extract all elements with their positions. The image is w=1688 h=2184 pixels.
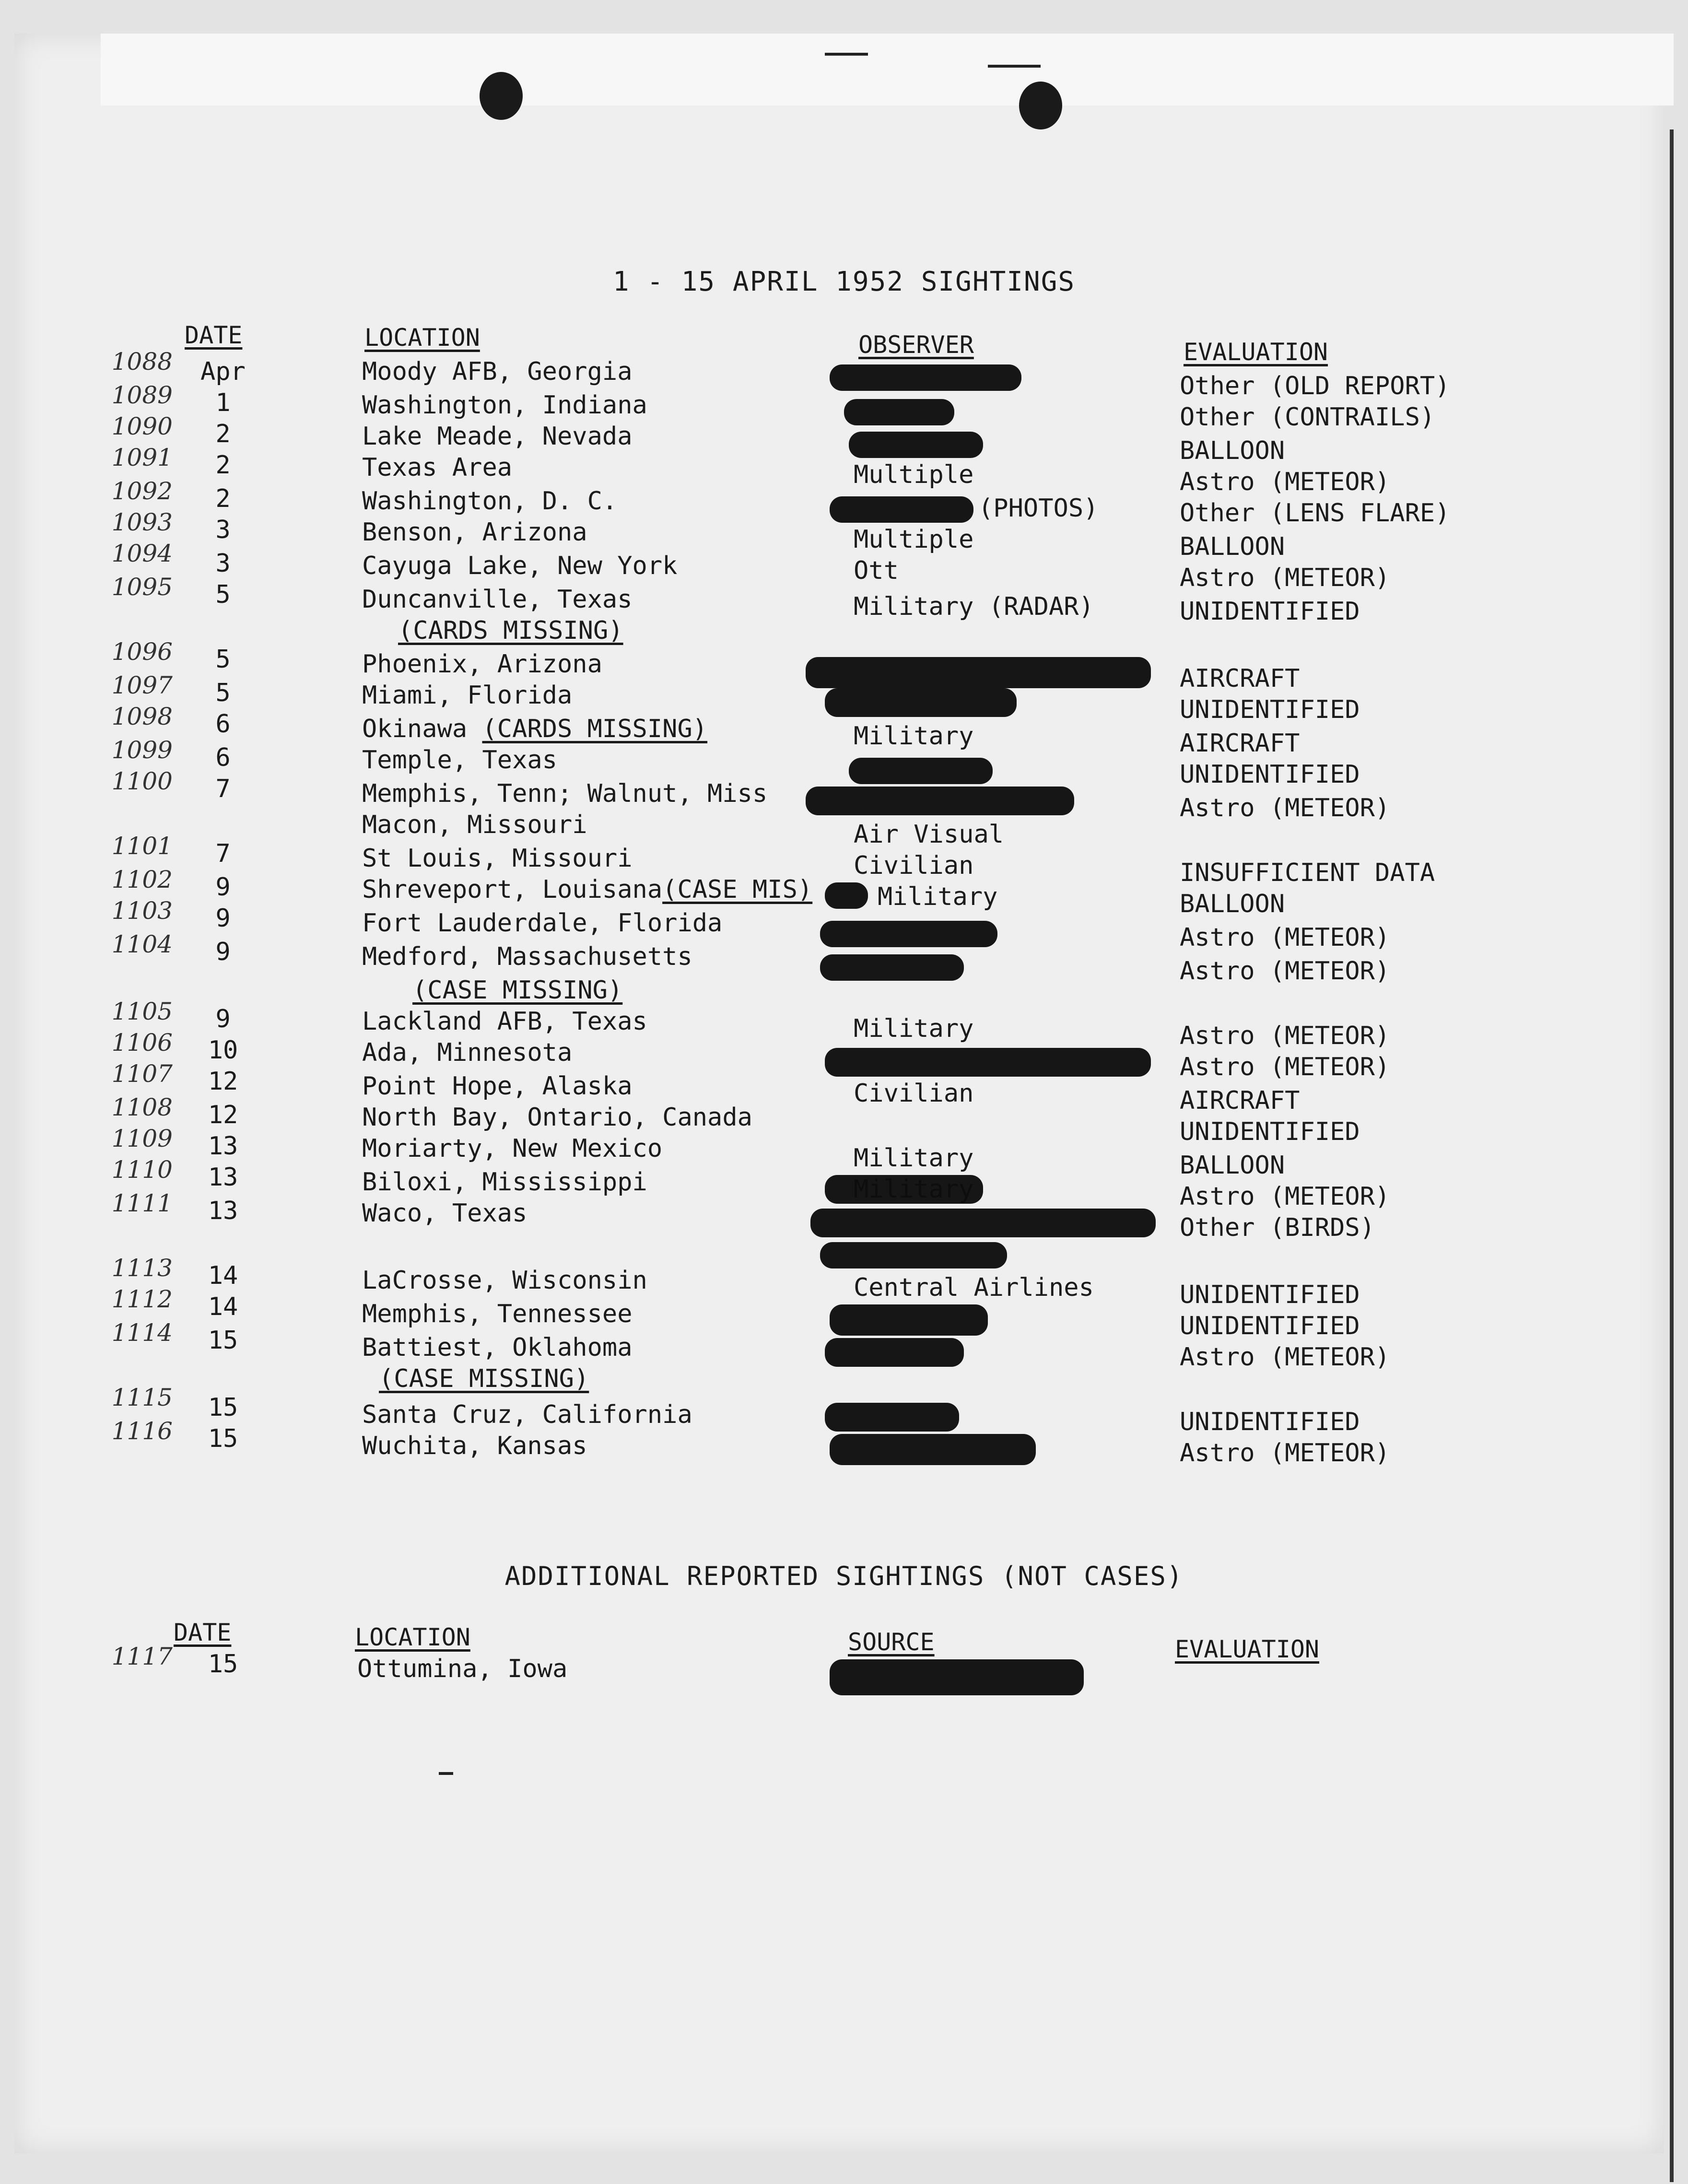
date-cell: Apr [200, 357, 246, 386]
additional-header-evaluation: EVALUATION [1175, 1635, 1320, 1663]
redaction-bar [820, 1242, 1007, 1268]
case-number: 1096 [111, 638, 173, 666]
case-number: 1117 [111, 1643, 173, 1670]
observer-cell: Multiple [854, 525, 974, 554]
case-number: 1098 [111, 703, 173, 730]
evaluation-cell: UNIDENTIFIED [1180, 1280, 1360, 1309]
case-missing-note: (CASE MISSING) [412, 976, 623, 1005]
evaluation-cell: Astro (METEOR) [1180, 468, 1390, 496]
location-cell: Ada, Minnesota [362, 1038, 573, 1067]
additional-header-date: DATE [174, 1619, 232, 1646]
date-cell: 15 [208, 1326, 238, 1355]
location-cell: Temple, Texas [362, 746, 557, 775]
location-cell: LaCrosse, Wisconsin [362, 1266, 647, 1295]
observer-cell: (PHOTOS) [978, 494, 1099, 523]
location-cell [362, 715, 707, 743]
case-number: 1110 [111, 1156, 173, 1184]
evaluation-cell: BALLOON [1180, 436, 1285, 465]
case-number: 1103 [111, 897, 173, 925]
cards-missing-note: (CARDS MISSING) [398, 616, 623, 645]
observer-cell: Military [854, 1144, 974, 1173]
location-cell: Cayuga Lake, New York [362, 552, 678, 580]
date-cell: 2 [215, 484, 231, 513]
case-number: 1101 [111, 832, 173, 860]
date-cell: 9 [215, 938, 231, 966]
location-cell: Washington, D. C. [362, 487, 618, 516]
date-cell: 13 [208, 1132, 238, 1161]
location-cell: Wuchita, Kansas [362, 1432, 587, 1460]
location-cell: Biloxi, Mississippi [362, 1168, 647, 1197]
date-cell: 7 [215, 775, 231, 803]
case-number: 1093 [111, 508, 173, 536]
case-number: 1092 [111, 477, 173, 505]
location-cell: Washington, Indiana [362, 391, 647, 420]
observer-cell: Military [854, 722, 974, 751]
additional-header-location: LOCATION [355, 1623, 470, 1651]
date-cell: 10 [208, 1036, 238, 1065]
location-cell: Memphis, Tennessee [362, 1300, 633, 1328]
evaluation-cell: AIRCRAFT [1180, 729, 1300, 758]
redaction-bar [825, 1175, 983, 1204]
evaluation-cell: BALLOON [1180, 532, 1285, 561]
redaction-bar [849, 432, 983, 458]
case-number: 1115 [111, 1384, 173, 1411]
evaluation-cell: UNIDENTIFIED [1180, 760, 1360, 789]
additional-section-title: ADDITIONAL REPORTED SIGHTINGS (NOT CASES) [504, 1561, 1184, 1591]
observer-cell: Civilian [854, 851, 974, 880]
location-cell: Lackland AFB, Texas [362, 1007, 647, 1036]
case-number: 1102 [111, 866, 173, 893]
evaluation-cell: Astro (METEOR) [1180, 957, 1390, 986]
redaction-bar [825, 1403, 959, 1432]
evaluation-cell: Other (OLD REPORT) [1180, 372, 1450, 400]
case-number: 1095 [111, 573, 173, 601]
date-cell: 15 [208, 1424, 238, 1453]
observer-cell: Military [878, 882, 998, 911]
evaluation-cell: UNIDENTIFIED [1180, 695, 1360, 724]
evaluation-cell: Astro (METEOR) [1180, 1182, 1390, 1211]
date-cell: 6 [215, 743, 231, 772]
date-cell: 3 [215, 516, 231, 544]
case-number: 1090 [111, 412, 173, 440]
evaluation-cell: UNIDENTIFIED [1180, 1408, 1360, 1436]
punch-hole [480, 72, 523, 120]
redaction-bar [806, 787, 1074, 815]
date-cell: 12 [208, 1067, 238, 1096]
punch-hole [1019, 82, 1062, 129]
location-text: Okinawa [362, 715, 468, 743]
redaction-bar [830, 364, 1021, 391]
date-cell: 7 [215, 839, 231, 868]
evaluation-cell: Astro (METEOR) [1180, 923, 1390, 952]
evaluation-cell: Astro (METEOR) [1180, 1439, 1390, 1468]
document-page [14, 34, 1664, 2153]
location-cell: Memphis, Tenn; Walnut, Miss [362, 779, 768, 808]
case-number: 1099 [111, 736, 173, 764]
okinawa-cards-note: (CARDS MISSING) [482, 715, 708, 743]
header-location: LOCATION [364, 324, 480, 352]
redaction-bar [825, 688, 1017, 717]
date-cell: 9 [215, 873, 231, 902]
evaluation-cell: BALLOON [1180, 890, 1285, 918]
date-cell: 2 [215, 420, 231, 448]
date-cell: 5 [215, 580, 231, 609]
case-number: 1094 [111, 540, 173, 567]
evaluation-cell: Other (BIRDS) [1180, 1213, 1375, 1242]
date-cell: 13 [208, 1163, 238, 1192]
case-number: 1106 [111, 1029, 173, 1057]
redaction-bar [825, 1048, 1151, 1077]
case-number: 1108 [111, 1093, 173, 1121]
page-title: 1 - 15 APRIL 1952 SIGHTINGS [612, 266, 1076, 297]
location-cell: St Louis, Missouri [362, 844, 633, 873]
case-number: 1114 [111, 1319, 173, 1347]
redaction-bar [810, 1209, 1156, 1237]
case-number: 1109 [111, 1125, 173, 1152]
observer-cell: Military [854, 1014, 974, 1043]
location-cell: Ottumina, Iowa [357, 1655, 568, 1683]
location-cell: Benson, Arizona [362, 518, 587, 547]
date-cell: 9 [215, 904, 231, 933]
case-mis-note: (CASE MIS) [662, 875, 813, 904]
case-number: 1100 [111, 767, 173, 795]
redaction-bar [825, 1338, 964, 1367]
evaluation-cell: INSUFFICIENT DATA [1180, 858, 1435, 887]
location-text: Shreveport, Louisana [362, 875, 663, 904]
date-cell: 14 [208, 1261, 238, 1290]
evaluation-cell: AIRCRAFT [1180, 664, 1300, 693]
redaction-bar [849, 758, 993, 784]
case-number: 1112 [111, 1285, 173, 1313]
location-cell: Texas Area [362, 453, 513, 482]
location-cell: Duncanville, Texas [362, 585, 633, 614]
location-cell: Medford, Massachusetts [362, 942, 692, 971]
location-cell: Point Hope, Alaska [362, 1072, 633, 1101]
date-cell: 5 [215, 679, 231, 707]
date-cell: 15 [208, 1393, 238, 1422]
case-number: 1097 [111, 671, 173, 699]
evaluation-cell: UNIDENTIFIED [1180, 1117, 1360, 1146]
redaction-bar [830, 1304, 988, 1336]
evaluation-cell: Other (CONTRAILS) [1180, 403, 1435, 432]
speck [988, 65, 1041, 68]
location-cell [362, 875, 812, 904]
location-cell: Moody AFB, Georgia [362, 357, 633, 386]
location-cell: Phoenix, Arizona [362, 650, 602, 679]
case-number: 1104 [111, 930, 173, 958]
date-cell: 12 [208, 1101, 238, 1129]
redaction-bar [830, 1659, 1084, 1695]
evaluation-cell: Other (LENS FLARE) [1180, 499, 1450, 528]
evaluation-cell: Astro (METEOR) [1180, 1053, 1390, 1081]
observer-cell: Central Airlines [854, 1273, 1094, 1302]
header-evaluation: EVALUATION [1184, 338, 1328, 366]
top-strip [101, 34, 1674, 106]
speck [439, 1772, 453, 1775]
evaluation-cell: AIRCRAFT [1180, 1086, 1300, 1115]
redaction-bar [820, 954, 964, 981]
page-edge [1670, 129, 1674, 2182]
date-cell: 2 [215, 451, 231, 480]
redaction-bar [830, 1434, 1036, 1465]
header-observer: OBSERVER [858, 331, 974, 359]
date-cell: 1 [215, 388, 231, 417]
location-cell: Battiest, Oklahoma [362, 1333, 633, 1362]
evaluation-cell: Astro (METEOR) [1180, 794, 1390, 822]
header-date: DATE [185, 321, 243, 349]
location-cell: Moriarty, New Mexico [362, 1134, 663, 1163]
observer-cell: Air Visual [854, 820, 1004, 849]
date-cell: 5 [215, 645, 231, 674]
date-cell: 14 [208, 1292, 238, 1321]
evaluation-cell: UNIDENTIFIED [1180, 597, 1360, 626]
case-missing-note: (CASE MISSING) [379, 1364, 589, 1393]
observer-cell: Military (RADAR) [854, 592, 1094, 621]
case-number: 1107 [111, 1060, 173, 1088]
additional-header-source: SOURCE [848, 1628, 935, 1656]
evaluation-cell: Astro (METEOR) [1180, 1022, 1390, 1050]
evaluation-cell: Astro (METEOR) [1180, 1343, 1390, 1372]
observer-cell: Ott [854, 556, 899, 585]
case-number: 1091 [111, 444, 173, 471]
date-cell: 13 [208, 1197, 238, 1225]
redaction-bar [830, 496, 973, 523]
date-cell: 6 [215, 710, 231, 739]
speck [825, 53, 868, 56]
location-cell: Macon, Missouri [362, 810, 587, 839]
case-number: 1088 [111, 348, 173, 376]
observer-cell: Multiple [854, 460, 974, 489]
location-cell: Santa Cruz, California [362, 1400, 692, 1429]
evaluation-cell: Astro (METEOR) [1180, 564, 1390, 592]
redaction-bar [820, 921, 997, 947]
case-number: 1113 [111, 1254, 173, 1282]
date-cell: 3 [215, 549, 231, 578]
date-cell: 9 [215, 1005, 231, 1033]
redaction-bar [806, 657, 1151, 688]
location-cell: North Bay, Ontario, Canada [362, 1103, 752, 1132]
location-cell: Lake Meade, Nevada [362, 422, 633, 451]
evaluation-cell: UNIDENTIFIED [1180, 1312, 1360, 1340]
redaction-bar [844, 399, 954, 425]
case-number: 1089 [111, 381, 173, 409]
location-cell: Fort Lauderdale, Florida [362, 909, 723, 938]
case-number: 1116 [111, 1417, 173, 1445]
location-cell: Miami, Florida [362, 681, 573, 710]
case-number: 1111 [111, 1189, 173, 1217]
observer-cell: Civilian [854, 1079, 974, 1108]
date-cell: 15 [208, 1650, 238, 1679]
evaluation-cell: BALLOON [1180, 1151, 1285, 1180]
case-number: 1105 [111, 998, 173, 1025]
location-cell: Waco, Texas [362, 1199, 528, 1228]
redaction-bar [825, 882, 868, 909]
